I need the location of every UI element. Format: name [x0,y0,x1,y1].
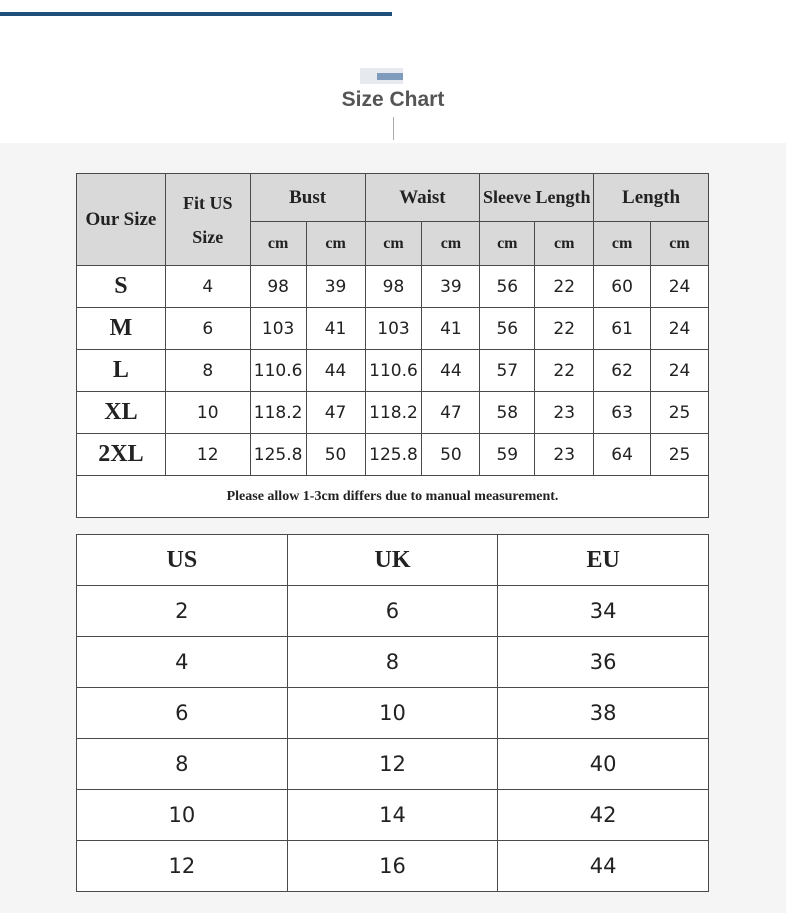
conversion-cell: 8 [287,637,498,688]
conversion-cell: 10 [287,688,498,739]
measurement-cell: 103 [250,308,306,350]
unit-cell: cm [594,222,651,266]
header-us: US [77,535,288,586]
conversion-cell: 6 [287,586,498,637]
measurement-cell: 59 [480,434,535,476]
table-row [77,841,709,892]
table-row [77,392,709,434]
header-our-size: Our Size [77,174,166,266]
measurement-cell: 24 [651,350,709,392]
measurement-cell: 118.2 [250,392,306,434]
measurement-cell: 118.2 [365,392,422,434]
conversion-cell: 2 [77,586,288,637]
header-uk: UK [287,535,498,586]
table-row [77,688,709,739]
header-fit-us-line2: Size [192,226,224,247]
measurement-cell: 22 [535,266,594,308]
size-label: L [77,350,166,392]
header-length: Length [594,174,709,222]
conversion-cell: 36 [498,637,709,688]
measurement-cell: 44 [306,350,365,392]
conversion-cell: 4 [77,637,288,688]
measurement-cell: 60 [594,266,651,308]
measurement-cell: 25 [651,434,709,476]
measurement-cell: 47 [306,392,365,434]
table-row [77,350,709,392]
table-row [77,308,709,350]
conversion-cell: 42 [498,790,709,841]
measurement-cell: 47 [422,392,480,434]
measurement-cell: 62 [594,350,651,392]
measurement-cell: 24 [651,266,709,308]
measurement-cell: 110.6 [250,350,306,392]
size-label: S [77,266,166,308]
table-row [77,637,709,688]
conversion-cell: 44 [498,841,709,892]
unit-cell: cm [365,222,422,266]
conversion-cell: 34 [498,586,709,637]
conversion-cell: 14 [287,790,498,841]
title-divider [393,117,394,140]
conversion-cell: 6 [77,688,288,739]
measurement-cell: 8 [165,350,250,392]
size-label: 2XL [77,434,166,476]
measurement-cell: 44 [422,350,480,392]
conversion-table [76,534,709,892]
measurement-cell: 22 [535,350,594,392]
header-bust: Bust [250,174,365,222]
size-label: M [77,308,166,350]
header-fit-us [165,174,250,266]
header-sleeve-length: Sleeve Length [480,174,594,222]
conversion-cell: 40 [498,739,709,790]
measurement-cell: 25 [651,392,709,434]
unit-cell: cm [306,222,365,266]
measurement-cell: 10 [165,392,250,434]
measurement-cell: 24 [651,308,709,350]
measurement-cell: 64 [594,434,651,476]
measurement-cell: 39 [422,266,480,308]
conversion-cell: 10 [77,790,288,841]
table-row [77,266,709,308]
table-row [77,434,709,476]
table-row [77,586,709,637]
measurement-cell: 22 [535,308,594,350]
page-title: Size Chart [341,88,445,111]
measurement-cell: 103 [365,308,422,350]
measurement-cell: 50 [306,434,365,476]
measurement-cell: 4 [165,266,250,308]
measurement-cell: 63 [594,392,651,434]
measurement-cell: 56 [480,266,535,308]
measurement-cell: 12 [165,434,250,476]
header-fit-us-line1: Fit US [183,192,233,213]
measurement-cell: 57 [480,350,535,392]
table-row [77,790,709,841]
conversion-cell: 16 [287,841,498,892]
top-accent-bar [0,12,392,16]
measurement-cell: 6 [165,308,250,350]
header-waist: Waist [365,174,480,222]
measurement-cell: 125.8 [250,434,306,476]
header-eu: EU [498,535,709,586]
measurement-cell: 50 [422,434,480,476]
measurement-cell: 41 [306,308,365,350]
measurement-cell: 39 [306,266,365,308]
measurement-cell: 58 [480,392,535,434]
conversion-cell: 12 [77,841,288,892]
conversion-cell: 8 [77,739,288,790]
measurement-cell: 110.6 [365,350,422,392]
measurement-cell: 23 [535,392,594,434]
measurement-note: Please allow 1-3cm differs due to manual measurement. [77,476,709,518]
measurement-cell: 98 [250,266,306,308]
unit-cell: cm [250,222,306,266]
conversion-cell: 38 [498,688,709,739]
measurement-cell: 98 [365,266,422,308]
unit-cell: cm [422,222,480,266]
measurement-cell: 41 [422,308,480,350]
measurement-cell: 61 [594,308,651,350]
size-table [76,173,709,518]
size-label: XL [77,392,166,434]
unit-cell: cm [480,222,535,266]
unit-cell: cm [651,222,709,266]
table-row [77,739,709,790]
unit-cell: cm [535,222,594,266]
measurement-cell: 125.8 [365,434,422,476]
banner-icon [360,68,403,84]
measurement-cell: 23 [535,434,594,476]
conversion-cell: 12 [287,739,498,790]
measurement-cell: 56 [480,308,535,350]
